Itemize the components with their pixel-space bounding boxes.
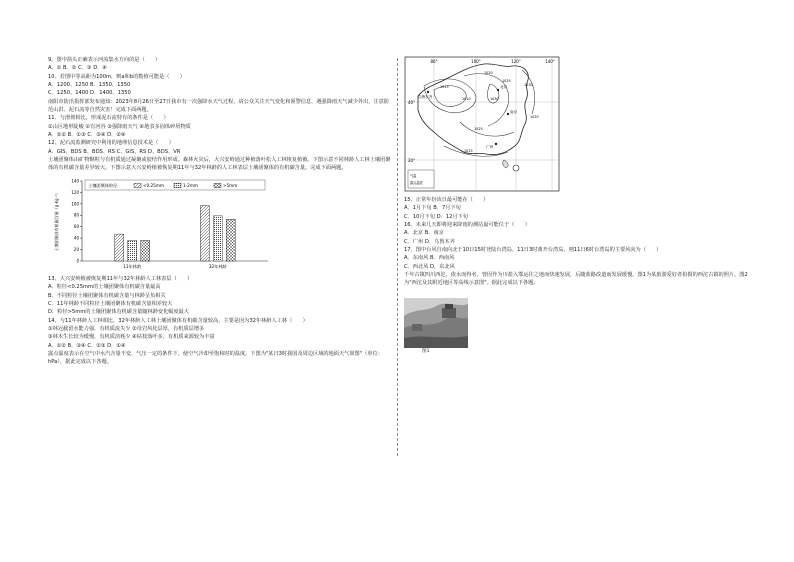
question-10-options-cd: C．1250、1400 D．1400、1350 — [48, 90, 131, 97]
legend-dewpoint: 露点温度 — [410, 181, 423, 185]
column-divider — [397, 58, 398, 456]
x-tick-label: 32年林龄 — [208, 263, 227, 269]
question-17-options-cd: C．西北风 D．东北风 — [404, 263, 455, 270]
map-legend — [408, 170, 434, 188]
isobar-label: 1010 — [462, 97, 471, 101]
question-17-options-ab: A．东南风 B．西南风 — [404, 255, 455, 262]
question-14-options: A．①② B．③④ C．②③ D．①④ — [48, 342, 126, 349]
y-tick-label: 0 — [76, 258, 79, 264]
question-13-option-c: C．11年林龄不同粒径土壤团聚体有机碳含量相差较大 — [48, 300, 173, 307]
bar — [128, 240, 137, 261]
weather-map — [404, 56, 749, 194]
question-14: 14、与11年林龄人工林相比，32年林龄人工林土壤团聚体有机碳含量较高，主要是因为32年林龄人工林（ ） — [48, 317, 308, 324]
weather-map-svg — [404, 56, 560, 192]
legend-swatch — [214, 183, 221, 188]
legend-entry: <0.25mm — [143, 182, 164, 188]
passage-soil: 土壤团聚体由矿物颗粒与有机质通过凝聚或胶结作用形成。森林火灾后，大兴安岭通过种植落叶松人工林恢复植被。下图示意不同林龄人工林土壤团聚体的有机碳含量差异较大。下图示意大兴安岭植被恢复期11年与32年林龄的人工林表层土壤团聚体的有机碳含量。完成下面两题。 — [48, 157, 391, 172]
question-11-options: A．①② B．①③ C．③④ D．②④ — [48, 132, 126, 139]
legend-entry: >5mm — [223, 182, 238, 188]
y-tick-label: 100 — [71, 201, 79, 207]
lon-label-140: 140° — [545, 59, 555, 64]
isobar-label: 1025 — [474, 127, 483, 131]
city-label-guangzhou: 广州 — [486, 145, 494, 149]
bar — [226, 219, 235, 261]
isobar-label: 1030 — [490, 97, 499, 101]
photo-figure-1 — [404, 298, 749, 354]
y-tick-label: 120 — [71, 189, 79, 195]
y-axis-label: 土壤团聚体有机碳含量（g·kg⁻¹） — [54, 190, 59, 252]
left-lines-top — [48, 56, 393, 173]
lon-label-120: 120° — [511, 59, 521, 64]
left-column — [48, 56, 393, 367]
lat-label-20: 20° — [408, 158, 416, 163]
y-tick-label: 20 — [73, 246, 79, 252]
city-label-nanjing: 南京 — [510, 110, 518, 114]
bar — [115, 234, 124, 261]
bar — [200, 205, 209, 260]
isobar-label: 1025 — [502, 79, 511, 83]
y-tick-label: 80 — [73, 212, 79, 218]
question-15-options-ab: A．1月下旬 B．7月下旬 — [404, 205, 461, 212]
question-9: 9、图中箭头正确表示河流集水方向的是（ ） — [48, 57, 161, 63]
city-label-beijing: 北京 — [500, 85, 508, 89]
question-13-option-d: D．粒径>5mm的土壤团聚体有机碳含量随林龄变化幅度最大 — [48, 309, 190, 316]
x-tick-label: 11年林龄 — [123, 263, 142, 269]
question-10: 10、若图中等高距为100m，则a和b的数值可能是（ ） — [48, 73, 185, 80]
question-15: 15、正常年份该日最可能在（ ） — [404, 197, 489, 203]
soil-carbon-chart — [48, 175, 393, 273]
lon-label-100: 100° — [471, 59, 481, 64]
question-14-items-34: ③林木生长较为缓慢，有机质消耗少 ④枯枝落叶多，有机质来源较为丰富 — [48, 334, 215, 341]
y-tick-label: 60 — [73, 223, 79, 229]
question-11: 11、与滑坡相比，形成泥石流特有的条件是（ ） — [48, 115, 169, 122]
bar — [141, 240, 150, 261]
passage-nanyang: 南阳市防汛指挥部发布通知：2023年8月26日至27日我市有一次强降水天气过程。请公众关注天气变化和预警信息，遇强降雨天气减少外出，注意防范山洪、泥石流等自然灾害！完成下面两题。 — [48, 98, 389, 114]
isobar-label: 1015 — [440, 85, 449, 89]
question-11-items: ①山区地形陡峻 ②有河谷 ③强降雨天气 ④地表多固体碎屑物质 — [48, 123, 191, 130]
xituo-photo — [404, 298, 468, 348]
legend-title: 土壤团聚体粒径 — [88, 182, 118, 188]
isobar-label: 1020 — [530, 115, 539, 119]
isobar-label: 1030 — [524, 83, 533, 87]
photo-caption: 图1 — [422, 348, 430, 354]
question-17: 17、图中台风自南向北于10日15时登陆台湾岛，11日3时离开台湾岛，则11日6时台湾岛的主要风向为（ ） — [404, 247, 662, 254]
question-16-options-cd: C．广州 D．乌鲁木齐 — [404, 238, 455, 245]
legend-entry: 1-2mm — [183, 182, 198, 188]
y-tick-label: 40 — [73, 235, 79, 241]
lat-label-40: 40° — [408, 100, 416, 105]
question-16-options-ab: A．北京 B．南京 — [404, 230, 444, 237]
question-12-options: A．GIS、BDS B、BDS、RS C、GIS、RS D、BDS、VR — [48, 148, 181, 155]
isobar-label: 1020 — [484, 71, 493, 75]
question-10-options-ab: A．1200、1250 B．1350、1350 — [48, 82, 131, 89]
question-12: 12、泥石流监测研究中利用的地理信息技术是（ ） — [48, 140, 174, 147]
question-9-options: A．① B．② C．③ D．④ — [48, 65, 108, 72]
question-13: 13、大兴安岭植被恢复期11年与32年林龄人工林表层（ ） — [48, 275, 193, 282]
passage-dewpoint: 露点温度表示在空气中水汽含量不变、气压一定的条件下，使空气冷却至饱和时的温度。下图为"某日3时我国及周边区域的地面天气简图"（单位：hPa），据此完成以下各题。 — [48, 350, 383, 366]
legend-swatch — [134, 183, 141, 188]
question-13-option-a: A．粒径<0.25mm的土壤团聚体有机碳含量最高 — [48, 284, 161, 291]
legend-temperature: 气温 — [410, 174, 417, 178]
passage-xituo: 千年古镇四川西沱，依水而得名。曾因作为川盐入鄂运往之地而快速发展，后随盐路改道而发展缓慢。图1为某旅游爱好者拍摄的西沱古镇的照片，图2为"西沱及其附近地区等高线示意图"。据此完成以下各题。 — [404, 272, 748, 287]
question-13-option-b: B．不同粒径土壤团聚体有机碳含量与林龄呈负相关 — [48, 292, 166, 299]
city-label-urumqi: 乌鲁木齐 — [418, 95, 433, 99]
isobar-label: 1025 — [464, 149, 473, 153]
question-14-items-12: ①林冠截留水能力强，有机质流失少 ②母岩风化层厚，有机质层增多 — [48, 325, 205, 332]
lon-label-80: 80° — [430, 59, 438, 64]
legend-swatch — [174, 183, 181, 188]
left-lines-bottom — [48, 275, 393, 367]
typhoon-icon — [513, 165, 519, 171]
bar — [213, 216, 222, 261]
right-column — [404, 56, 749, 354]
y-tick-label: 140 — [71, 178, 79, 184]
soil-carbon-chart-svg — [48, 175, 278, 273]
question-15-options-cd: C．10月下旬 D．12月下旬 — [404, 213, 468, 220]
question-16: 16、未来几天即将迎来降雨的测站最可能位于（ ） — [404, 222, 530, 229]
right-lines — [404, 196, 749, 288]
